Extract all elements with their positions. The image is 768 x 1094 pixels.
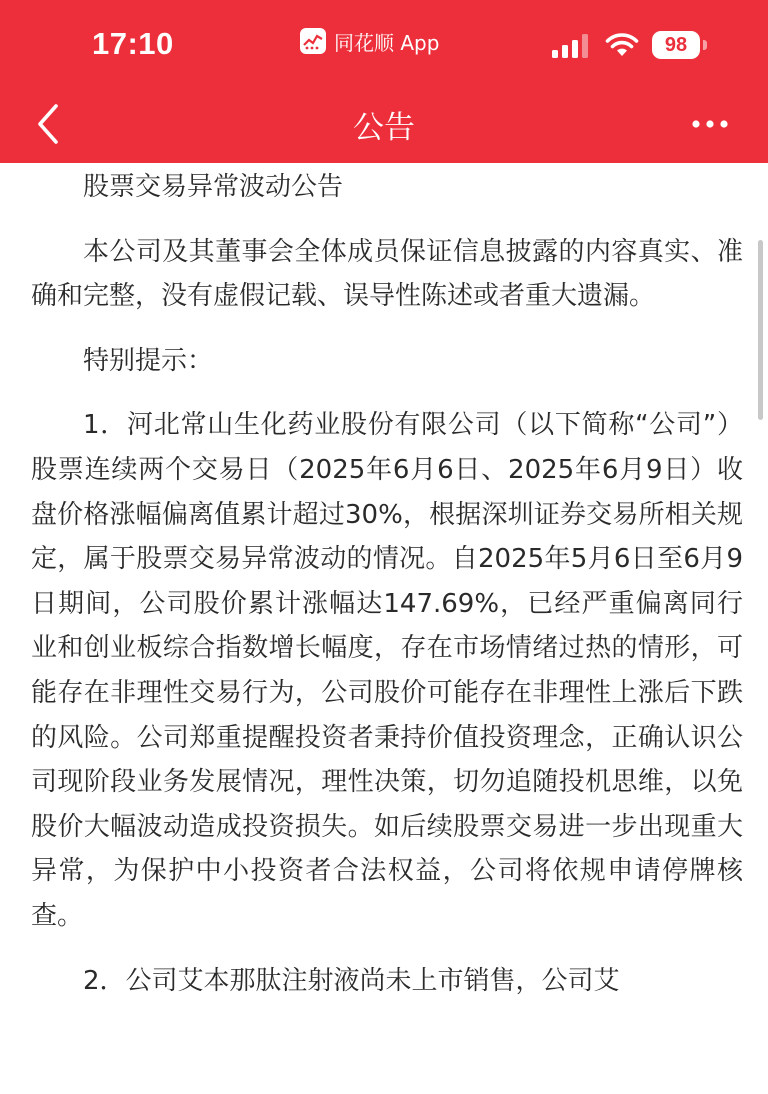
back-app-label: 同花顺 App — [334, 30, 440, 55]
more-dots-icon[interactable] — [688, 110, 732, 138]
announcement-title: 股票交易异常波动公告 — [83, 172, 344, 202]
page-title: 公告 — [353, 110, 415, 146]
wifi-icon — [604, 32, 640, 58]
signal-icon — [552, 34, 590, 58]
disclosure-statement: 本公司及其董事会全体成员保证信息披露的内容真实、准确和完整，没有虚假记载、误导性陈述或者重大遗漏。 — [31, 236, 743, 312]
status-bar — [0, 0, 768, 90]
app-header — [0, 0, 768, 163]
app-logo-icon — [300, 28, 326, 54]
battery-tip — [703, 40, 707, 50]
battery-level: 98 — [652, 31, 700, 59]
notice-item-1: 1．河北常山生化药业股份有限公司（以下简称“公司”）股票连续两个交易日（2025年6月6日、2025年6月9日）收盘价格涨幅偏离值累计超过30%，根据深圳证券交易所相关规定，属于股票交易异常波动的情况。自2025年5月6日至6月9日期间，公司股价累计涨幅达147.69%，已经严重偏离同行业和创业板综合指数增长幅度，存在市场情绪过热的情形，可能存在非理性交易行为，公司股价可能存在非理性上涨后下跌的风险。公司郑重提醒投资者秉持价值投资理念，正确认识公司现阶段业务发展情况，理性决策，切勿追随投机思维，以免股价大幅波动造成投资损失。如后续股票交易进一步出现重大异常，为保护中小投资者合法权益，公司将依规申请停牌核查。 — [31, 410, 743, 931]
back-to-app-link[interactable] — [300, 26, 439, 56]
status-time: 17:10 — [92, 26, 174, 61]
notice-item-2: 2．公司艾本那肽注射液尚未上市销售，公司艾 — [83, 965, 620, 996]
scrollbar[interactable] — [758, 240, 763, 420]
announcement-content[interactable] — [0, 163, 768, 1094]
announcement-document — [31, 163, 743, 1003]
battery-icon — [652, 31, 708, 59]
special-notice-heading: 特别提示： — [83, 345, 214, 376]
